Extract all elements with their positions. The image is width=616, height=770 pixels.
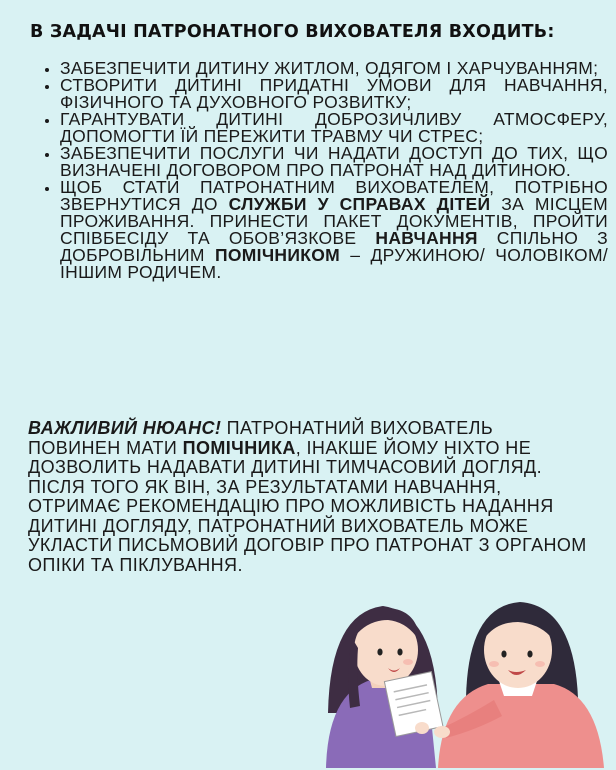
duty-item: • ГАРАНТУВАТИ ДИТИНІ ДОБРОЗИЧЛИВУ АТМОСФЕРУ, ДОПОМОГТИ ЇЙ ПЕРЕЖИТИ ТРАВМУ ЧИ СТРЕС;	[60, 111, 608, 145]
two-women-illustration	[318, 578, 614, 768]
note-text-part: ПАТРОНАТНИЙ ВИХОВАТЕЛЬ ПОВИНЕН МАТИ	[28, 418, 494, 458]
children-service-label: СЛУЖБИ У СПРАВАХ ДІТЕЙ	[228, 194, 491, 214]
note-lead: ВАЖЛИВИЙ НЮАНС!	[28, 418, 222, 438]
become-instructions-item	[60, 179, 608, 281]
duty-item: • СТВОРИТИ ДИТИНІ ПРИДАТНІ УМОВИ ДЛЯ НАВЧАННЯ, ФІЗИЧНОГО ТА ДУХОВНОГО РОЗВИТКУ;	[60, 77, 608, 111]
note-text-part: , ІНАКШЕ ЙОМУ НІХТО НЕ ДОЗВОЛИТЬ НАДАВАТИ ДИТИНІ ТИМЧАСОВИЙ ДОГЛЯД. ПІСЛЯ ТОГО ЯК ВІН, ЗА РЕЗУЛЬТАТАМИ НАВЧАННЯ, ОТРИМАЄ РЕКОМЕНДАЦІЮ ПРО МОЖЛИВІСТЬ НАДАННЯ ДИТИНІ ДОГЛЯДУ, ПАТРОНАТНИЙ ВИХОВАТЕЛЬ МОЖЕ УКЛАСТИ ПИСЬМОВИЙ ДОГОВІР ПРО ПАТРОНАТ З ОРГАНОМ ОПІКИ ТА ПІКЛУВАННЯ.	[28, 437, 587, 575]
right-woman-figure	[434, 602, 604, 768]
assistant-label: ПОМІЧНИКОМ	[214, 245, 340, 265]
become-text-part: – ДРУЖИНОЮ/ ЧОЛОВІКОМ/ІНШИМ РОДИЧЕМ.	[60, 245, 608, 282]
become-text-part: СПІЛЬНО З ДОБРОВІЛЬНИМ	[60, 228, 608, 265]
become-text-part: ЗА МІСЦЕМ ПРОЖИВАННЯ. ПРИНЕСТИ ПАКЕТ ДОКУМЕНТІВ, ПРОЙТИ СПІВБЕСІДУ ТА ОБОВ’ЯЗКОВЕ	[60, 194, 608, 248]
duties-list	[40, 60, 608, 281]
duty-item: • ЗАБЕЗПЕЧИТИ ПОСЛУГИ ЧИ НАДАТИ ДОСТУП ДО ТИХ, ЩО ВИЗНАЧЕНІ ДОГОВОРОМ ПРО ПАТРОНАТ НАД ДИТИНОЮ.	[60, 145, 608, 179]
left-woman-figure	[326, 606, 443, 768]
duty-item: • ЗАБЕЗПЕЧИТИ ДИТИНУ ЖИТЛОМ, ОДЯГОМ І ХАРЧУВАННЯМ;	[60, 60, 608, 77]
important-note	[28, 419, 588, 575]
note-assistant-label: ПОМІЧНИКА	[182, 437, 296, 458]
become-text-part: ЩОБ СТАТИ ПАТРОНАТНИМ ВИХОВАТЕЛЕМ, ПОТРІБНО ЗВЕРНУТИСЯ ДО	[60, 177, 608, 214]
training-label: НАВЧАННЯ	[375, 228, 478, 248]
page-title: В ЗАДАЧІ ПАТРОНАТНОГО ВИХОВАТЕЛЯ ВХОДИТЬ:	[30, 22, 555, 42]
